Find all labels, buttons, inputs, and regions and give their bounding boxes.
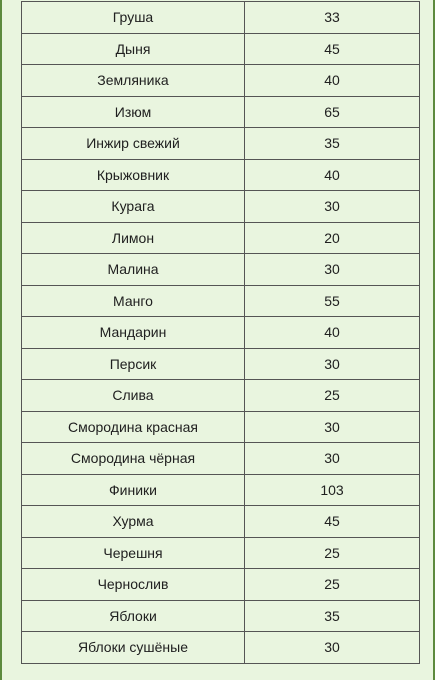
table-row (22, 254, 420, 286)
value-cell: 30 (245, 191, 420, 223)
table-row (22, 348, 420, 380)
value-cell: 30 (245, 411, 420, 443)
table-row (22, 191, 420, 223)
table-row (22, 222, 420, 254)
table-row (22, 474, 420, 506)
value-cell: 30 (245, 254, 420, 286)
product-name-cell: Слива (22, 380, 245, 412)
table-row (22, 285, 420, 317)
value-cell: 30 (245, 632, 420, 664)
product-name-cell: Манго (22, 285, 245, 317)
value-cell: 45 (245, 33, 420, 65)
product-name-cell: Лимон (22, 222, 245, 254)
table-row (22, 537, 420, 569)
value-cell: 40 (245, 65, 420, 97)
table-row (22, 380, 420, 412)
table-row (22, 2, 420, 34)
table-row (22, 411, 420, 443)
product-name-cell: Яблоки сушёные (22, 632, 245, 664)
product-name-cell: Малина (22, 254, 245, 286)
product-name-cell: Черешня (22, 537, 245, 569)
value-cell: 103 (245, 474, 420, 506)
table-row (22, 96, 420, 128)
product-name-cell: Земляника (22, 65, 245, 97)
value-cell: 40 (245, 159, 420, 191)
product-name-cell: Мандарин (22, 317, 245, 349)
value-cell: 25 (245, 537, 420, 569)
value-cell: 35 (245, 128, 420, 160)
table-row (22, 128, 420, 160)
table-row (22, 159, 420, 191)
table-body (22, 2, 420, 664)
value-cell: 40 (245, 317, 420, 349)
product-name-cell: Яблоки (22, 600, 245, 632)
table-row (22, 33, 420, 65)
value-cell: 35 (245, 600, 420, 632)
table-row (22, 569, 420, 601)
product-name-cell: Груша (22, 2, 245, 34)
value-cell: 30 (245, 348, 420, 380)
product-name-cell: Смородина чёрная (22, 443, 245, 475)
table-row (22, 65, 420, 97)
product-name-cell: Крыжовник (22, 159, 245, 191)
table-row (22, 506, 420, 538)
value-cell: 65 (245, 96, 420, 128)
table-row (22, 443, 420, 475)
table-row (22, 600, 420, 632)
value-cell: 30 (245, 443, 420, 475)
glycemic-index-table (21, 1, 420, 664)
value-cell: 25 (245, 569, 420, 601)
product-name-cell: Курага (22, 191, 245, 223)
table-row (22, 632, 420, 664)
value-cell: 25 (245, 380, 420, 412)
table-row (22, 317, 420, 349)
value-cell: 45 (245, 506, 420, 538)
product-name-cell: Изюм (22, 96, 245, 128)
product-name-cell: Чернослив (22, 569, 245, 601)
value-cell: 33 (245, 2, 420, 34)
product-name-cell: Смородина красная (22, 411, 245, 443)
product-name-cell: Дыня (22, 33, 245, 65)
product-name-cell: Инжир свежий (22, 128, 245, 160)
product-name-cell: Персик (22, 348, 245, 380)
value-cell: 20 (245, 222, 420, 254)
value-cell: 55 (245, 285, 420, 317)
product-name-cell: Финики (22, 474, 245, 506)
product-name-cell: Хурма (22, 506, 245, 538)
